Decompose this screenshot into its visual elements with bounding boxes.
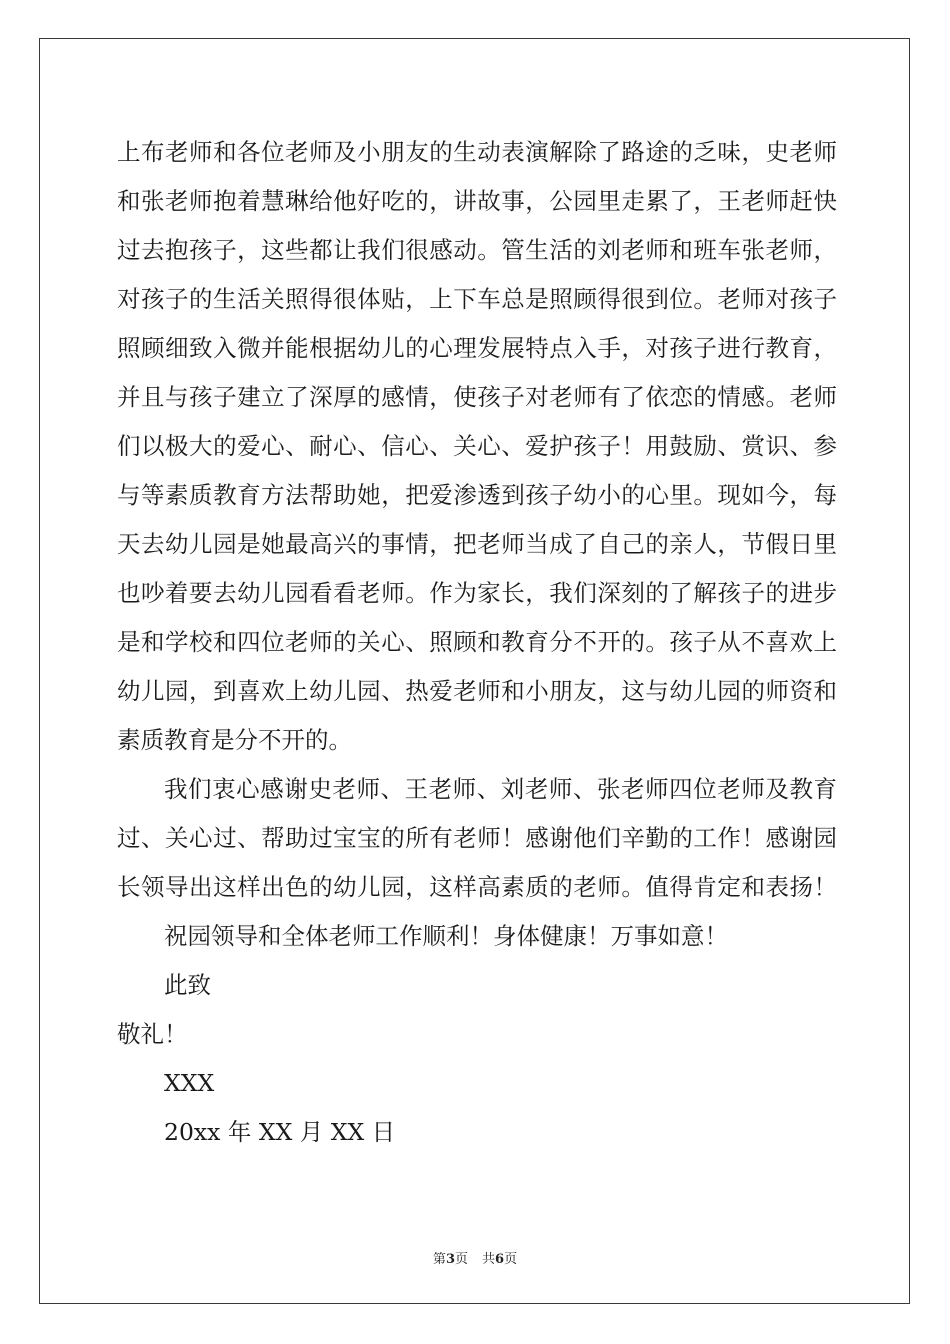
date: 20xx 年 XX 月 XX 日 bbox=[164, 1118, 396, 1146]
paragraph-line: 是和学校和四位老师的关心、照顾和教育分不开的。孩子从不喜欢上 bbox=[117, 628, 837, 656]
paragraph-line: 和张老师抱着慧琳给他好吃的，讲故事，公园里走累了，王老师赶快 bbox=[117, 187, 837, 215]
paragraph-line: 们以极大的爱心、耐心、信心、关心、爱护孩子！用鼓励、赏识、参 bbox=[117, 432, 837, 460]
thanks-line: 过、关心过、帮助过宝宝的所有老师！感谢他们辛勤的工作！感谢园 bbox=[117, 824, 837, 852]
page-suffix: 页 bbox=[454, 1252, 468, 1267]
thanks-line: 我们衷心感谢史老师、王老师、刘老师、张老师四位老师及教育 bbox=[164, 775, 837, 803]
page-number: 3 bbox=[445, 1252, 455, 1267]
wishes-line: 祝园领导和全体老师工作顺利！身体健康！万事如意！ bbox=[164, 922, 728, 950]
total-pages: 6 bbox=[495, 1252, 505, 1267]
closing-cizhi: 此致 bbox=[164, 971, 211, 999]
paragraph-line: 也吵着要去幼儿园看看老师。作为家长，我们深刻的了解孩子的进步 bbox=[117, 579, 837, 607]
page-footer bbox=[0, 1248, 950, 1267]
paragraph-line: 与等素质教育方法帮助她，把爱渗透到孩子幼小的心里。现如今，每 bbox=[117, 481, 837, 509]
paragraph-line: 素质教育是分不开的。 bbox=[117, 726, 352, 754]
thanks-line: 长领导出这样出色的幼儿园，这样高素质的老师。值得肯定和表扬！ bbox=[117, 873, 837, 901]
page-prefix: 第 bbox=[432, 1252, 446, 1267]
total-prefix: 共 bbox=[482, 1252, 496, 1267]
paragraph-line: 对孩子的生活关照得很体贴，上下车总是照顾得很到位。老师对孩子 bbox=[117, 285, 837, 313]
paragraph-line: 天去幼儿园是她最高兴的事情，把老师当成了自己的亲人，节假日里 bbox=[117, 530, 837, 558]
paragraph-line: 并且与孩子建立了深厚的感情，使孩子对老师有了依恋的情感。老师 bbox=[117, 383, 837, 411]
letter-body bbox=[117, 128, 837, 1157]
paragraph-line: 幼儿园，到喜欢上幼儿园、热爱老师和小朋友，这与幼儿园的师资和 bbox=[117, 677, 837, 705]
paragraph-line: 过去抱孩子，这些都让我们很感动。管生活的刘老师和班车张老师， bbox=[117, 236, 837, 264]
paragraph-line: 上布老师和各位老师及小朋友的生动表演解除了路途的乏味，史老师 bbox=[117, 138, 837, 166]
closing-jingli: 敬礼！ bbox=[117, 1020, 188, 1048]
paragraph-line: 照顾细致入微并能根据幼儿的心理发展特点入手，对孩子进行教育， bbox=[117, 334, 837, 362]
signature: XXX bbox=[164, 1069, 215, 1097]
total-suffix: 页 bbox=[504, 1252, 518, 1267]
